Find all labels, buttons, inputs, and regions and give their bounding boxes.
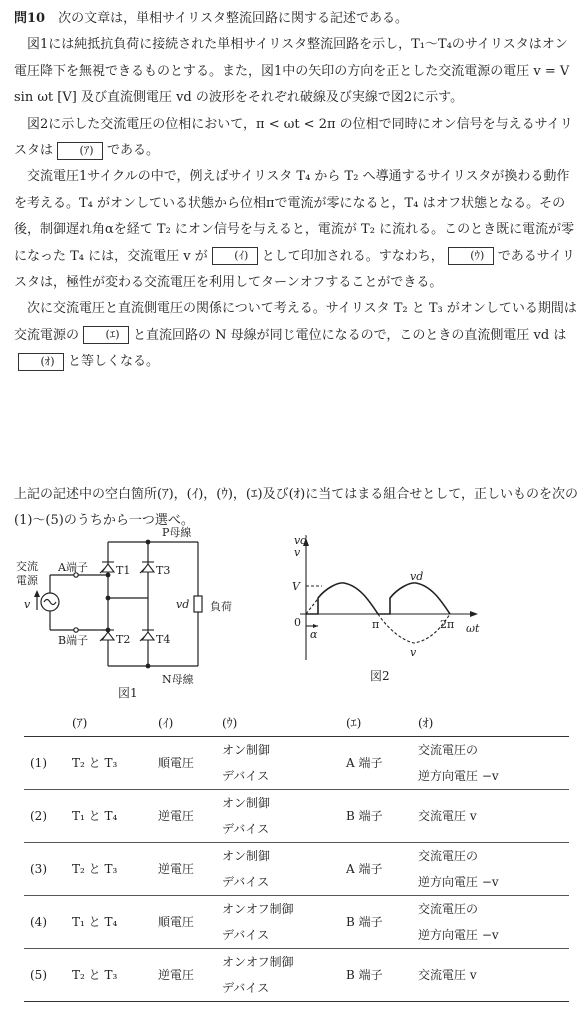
- table-row[interactable]: [24, 790, 569, 843]
- two-pi-label: 2π: [440, 618, 455, 631]
- cell-u: [222, 843, 346, 896]
- cell-i: 逆電圧: [158, 790, 222, 843]
- origin-label: 0: [294, 616, 301, 629]
- cell-u-line1: オン制御: [222, 849, 271, 863]
- cell-o-line1: 交流電圧 v: [418, 968, 477, 982]
- p3-text-a: 交流電圧1サイクルの中で，例えばサイリスタ T₄ から T₂ へ導通するサイリスタが換わる動作を考える。T₄ がオンしている状態から位相πで電流が零になると，T₄ はオフ状態となる。その後，制御遅れ角αを経て T₂ にオン信号を与えると，電流が T₂ に流れる。このとき既に電流が零になった T₄ には，交流電圧 v が: [14, 169, 575, 264]
- cell-i: 逆電圧: [158, 949, 222, 1002]
- paragraph-2: [14, 112, 579, 165]
- blank-a: (ｱ): [57, 142, 103, 160]
- header-a: (ｱ): [72, 708, 158, 737]
- question-lead: [14, 6, 579, 32]
- cell-u-line1: オン制御: [222, 796, 271, 810]
- p4-text-b: と直流回路の N 母線が同じ電位になるので，このときの直流側電圧 vd は: [133, 327, 567, 343]
- cell-a: T₂ と T₃: [72, 737, 158, 790]
- cell-o-line1: 交流電圧の: [418, 849, 479, 863]
- lead-text: 次の文章は，単相サイリスタ整流回路に関する記述である。: [58, 11, 408, 26]
- cell-i: 逆電圧: [158, 843, 222, 896]
- cell-a: T₂ と T₃: [72, 843, 158, 896]
- paragraph-4: [14, 296, 579, 375]
- header-num: [24, 708, 72, 737]
- ylabel-vd: vd: [294, 534, 308, 547]
- t4-label: T4: [156, 633, 171, 646]
- cell-o-line2: 逆方向電圧 −v: [418, 928, 499, 942]
- p3-text-b: として印加される。すなわち，: [261, 248, 444, 264]
- cell-u-line1: オンオフ制御: [222, 902, 294, 916]
- header-e: (ｴ): [346, 708, 418, 737]
- blank-u: (ｳ): [448, 247, 494, 265]
- table-row[interactable]: [24, 843, 569, 896]
- answer-table: [24, 708, 569, 1002]
- cell-a: T₂ と T₃: [72, 949, 158, 1002]
- cell-i: 順電圧: [158, 737, 222, 790]
- omega-t-label: ωt: [466, 622, 480, 635]
- cell-o-line1: 交流電圧の: [418, 743, 479, 757]
- cell-u-line2: デバイス: [222, 981, 270, 995]
- instruction-text: 上記の記述中の空白箇所(ｱ)，(ｲ)，(ｳ)，(ｴ)及び(ｵ)に当てはまる組合せとして，正しいものを次の(1)〜(5)のうちから一つ選べ。: [14, 487, 578, 529]
- vd-label: vd: [176, 598, 190, 611]
- ac-source-label-2: 電源: [16, 574, 38, 587]
- cell-o: [418, 896, 569, 949]
- paragraph-1: 図1には純抵抗負荷に接続された単相サイリスタ整流回路を示し，T₁〜T₄のサイリスタはオン電圧降下を無視できるものとする。また，図1中の矢印の方向を正とした交流電源の電圧 v = V sin ωt [V] 及び直流側電圧 vd の波形をそれぞれ破線及び実線で図2に示す。: [14, 37, 570, 106]
- cell-u: [222, 949, 346, 1002]
- option-number: (1): [24, 737, 72, 790]
- ac-source-label-1: 交流: [16, 560, 38, 573]
- n-bus-label: N母線: [162, 673, 194, 686]
- cell-u: [222, 896, 346, 949]
- blank-o: (ｵ): [18, 353, 64, 371]
- header-o: (ｵ): [418, 708, 569, 737]
- table-row[interactable]: [24, 737, 569, 790]
- cell-a: T₁ と T₄: [72, 790, 158, 843]
- p-bus-label: P母線: [162, 526, 192, 539]
- v-peak-label: V: [292, 580, 300, 593]
- question-number: 問10: [14, 11, 46, 26]
- cell-e: B 端子: [346, 790, 418, 843]
- cell-u: [222, 737, 346, 790]
- p2-text-a: 図2に示した交流電圧の位相において，π < ωt < 2π の位相で同時にオン信号を与えるサイリスタは: [14, 116, 573, 159]
- terminal-a-label: A端子: [58, 561, 88, 574]
- question-text: [14, 6, 579, 376]
- table-row[interactable]: [24, 896, 569, 949]
- load-label: 負荷: [210, 600, 232, 613]
- cell-o-line2: 逆方向電圧 −v: [418, 875, 499, 889]
- table-row[interactable]: [24, 949, 569, 1002]
- option-number: (4): [24, 896, 72, 949]
- ylabel-v: v: [294, 546, 301, 559]
- table-header-row: [24, 708, 569, 737]
- cell-o: [418, 843, 569, 896]
- figure1-circuit: [10, 520, 250, 700]
- t2-label: T2: [116, 633, 131, 646]
- cell-o: [418, 790, 569, 843]
- cell-u-line2: デバイス: [222, 875, 270, 889]
- option-number: (5): [24, 949, 72, 1002]
- source-v-label: v: [24, 598, 31, 611]
- cell-u-line2: デバイス: [222, 822, 270, 836]
- cell-u: [222, 790, 346, 843]
- figure2-waveform: [282, 530, 502, 690]
- header-i: (ｲ): [158, 708, 222, 737]
- option-number: (2): [24, 790, 72, 843]
- cell-o: [418, 949, 569, 1002]
- paragraph-3: [14, 164, 579, 296]
- cell-e: A 端子: [346, 737, 418, 790]
- header-u: (ｳ): [222, 708, 346, 737]
- figure1-caption: 図1: [118, 686, 138, 700]
- cell-a: T₁ と T₄: [72, 896, 158, 949]
- p4-text-a: 次に交流電圧と直流側電圧の関係について考える。サイリスタ T₂ と T₃ がオンしている期間は交流電源の: [14, 301, 577, 343]
- figure2-caption: 図2: [370, 669, 390, 683]
- vd-curve: [306, 583, 450, 614]
- p2-text-b: である。: [107, 143, 160, 159]
- alpha-label: α: [310, 628, 318, 641]
- cell-e: A 端子: [346, 843, 418, 896]
- vd-curve-label: vd: [410, 570, 424, 583]
- v-curve-label: v: [410, 646, 417, 659]
- p4-text-c: と等しくなる。: [68, 354, 160, 370]
- p3-text-c: であるサイリスタは，極性が変わる交流電圧を利用してターンオフすることができる。: [14, 248, 575, 291]
- cell-u-line2: デバイス: [222, 928, 270, 942]
- cell-u-line2: デバイス: [222, 769, 270, 783]
- cell-o: [418, 737, 569, 790]
- cell-u-line1: オンオフ制御: [222, 955, 294, 969]
- blank-e: (ｴ): [83, 326, 129, 344]
- pi-label: π: [372, 618, 380, 631]
- cell-u-line1: オン制御: [222, 743, 271, 757]
- cell-e: B 端子: [346, 896, 418, 949]
- cell-o-line1: 交流電圧の: [418, 902, 479, 916]
- cell-i: 順電圧: [158, 896, 222, 949]
- t3-label: T3: [156, 564, 171, 577]
- option-number: (3): [24, 843, 72, 896]
- t1-label: T1: [116, 564, 131, 577]
- cell-e: B 端子: [346, 949, 418, 1002]
- terminal-b-label: B端子: [58, 634, 89, 647]
- cell-o-line2: 逆方向電圧 −v: [418, 769, 499, 783]
- cell-o-line1: 交流電圧 v: [418, 809, 477, 823]
- blank-i: (ｲ): [212, 247, 258, 265]
